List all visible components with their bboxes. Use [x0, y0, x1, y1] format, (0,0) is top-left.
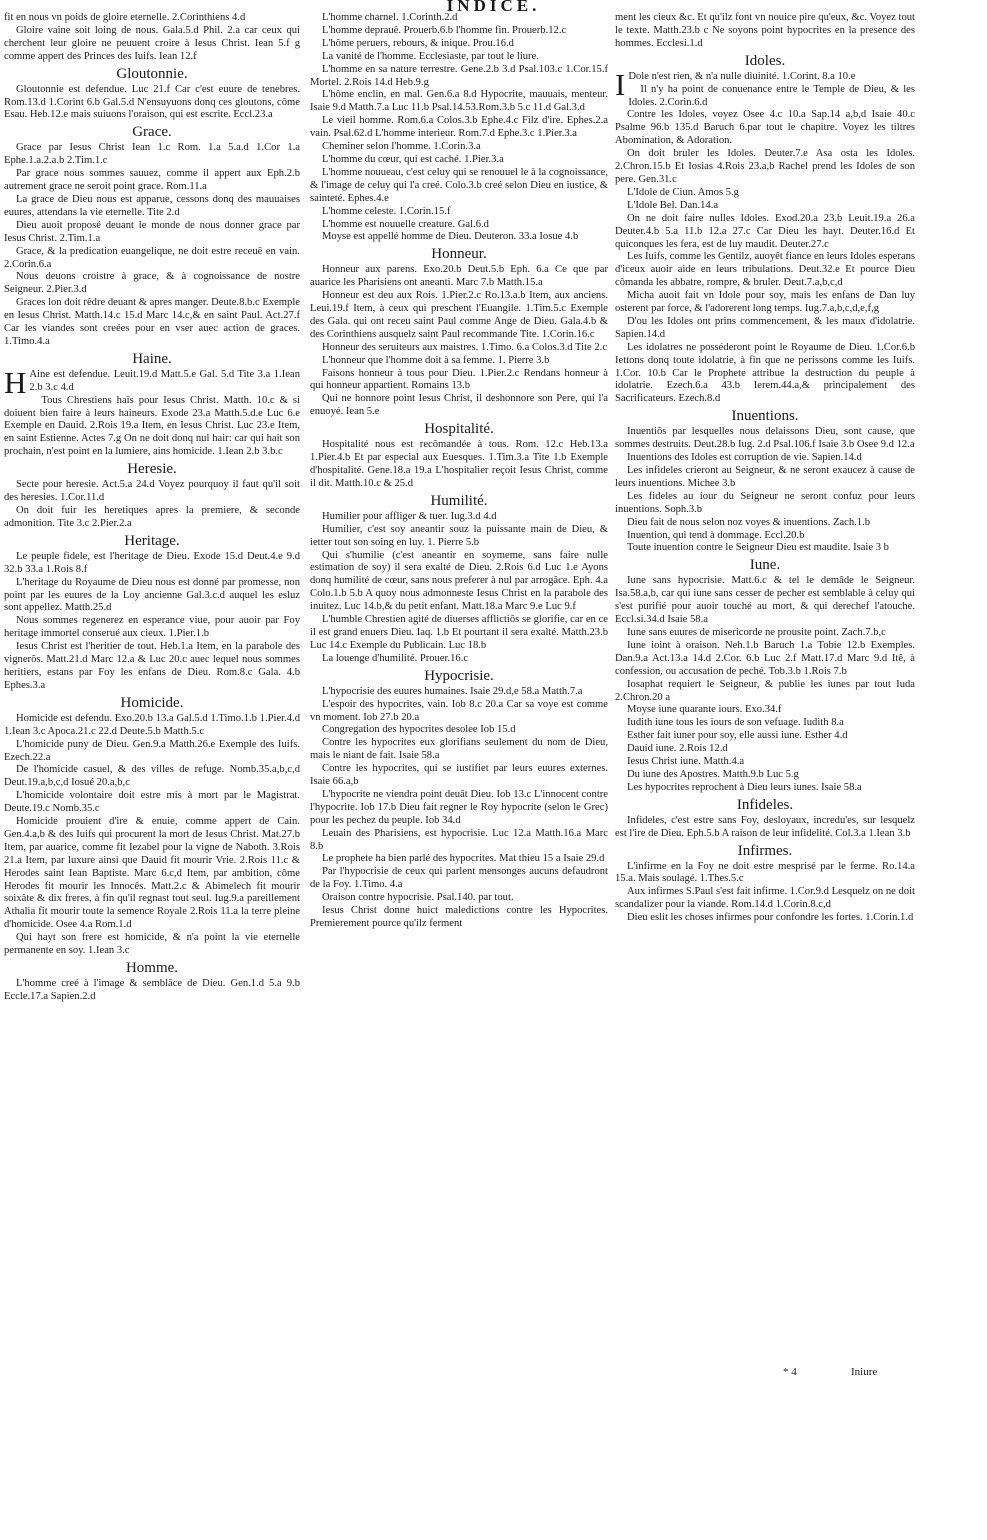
index-entry: Nous sommes regenerez en esperance viue, pour auoir par Foy heritage immortel conserué aux cieux. 1.Pier.1.b [4, 615, 300, 640]
index-entry: L'honneur que l'homme doit à sa femme. 1. Pierre 3.b [322, 354, 550, 366]
index-entry: L'hypocrite ne viendra point deuât Dieu. Iob 13.c L'innocent contre l'hypocrite. Iob 17.b Dieu fait regner le Roy hypocrite (selon le Grec) pour les pechez du peuple. Iob 34.d [310, 788, 608, 826]
index-entry: Humilier pour affliger & tuer. Iug.3.d 4.d [322, 510, 497, 522]
index-entry [4, 364, 300, 400]
index-entry: Secte pour heresie. Act.5.a 24.d Voyez pourquoy il faut qu'il soit des heresies. 1.Cor.11.d [4, 479, 300, 504]
index-entry: Le peuple fidele, est l'heritage de Dieu. Exode 15.d Deut.4.e 9.d 32.b 33.a 1.Rois 8.f [4, 550, 300, 575]
index-entry: L'homme creé à l'image & semblâce de Dieu. Gen.1.d 5.a 9.b Eccle.17.a Sapien.2.d [4, 978, 300, 1002]
index-entry: Oraison contre hypocrisie. Psal.140. par tout. [322, 892, 514, 904]
index-column-right [615, 12, 915, 925]
index-entry: La louenge d'humilité. Prouer.16.c [322, 652, 469, 664]
index-heading: Idoles. [744, 52, 786, 69]
index-entry: Le prophete ha bien parlé des hypocrites. Mat thieu 15 a Isaie 29.d [322, 853, 605, 865]
index-entry: Les hypocrites reprochent à Dieu leurs iunes. Isaie 58.a [627, 781, 862, 793]
index-entry: L'homme celeste. 1.Corin.15.f [322, 205, 451, 217]
index-entry: Tous Chrestiens haïs pour Iesus Christ. Matth. 10.c & si doiuent bien faire à leurs haineurs. Exode 23.a Matth.5.d.e Luc 6.e Exemple en Dauid. 2.Rois 19.a Item, en Iesus Christ. Luc 23.e Item, en saint Estienne. Actes 7.g On ne doit donq nul hair: car qui hait son prochain, n'est point en la lumiere, ains homicide. 1.Iean 2.b 3.b.c [4, 394, 300, 458]
index-entry: Homicide prouient d'ire & enuie, comme appert de Cain. Gen.4.a,b & des Iuifs qui procurent la mort de Iesus Christ. Mat.27.b Item, par auarice, comme fit Iezabel pour la vigne de Naboth. 3.Rois 21.a Item, par luxure ainsi que Dauid fit mourir Vrie. 2.Rois 11.c & Herodes saint Iean Baptiste. Marc 6.c,d Item, par ambition, côme Herodes fit mourir les Innocês. Matt.2.c & Abimelech fit mourir soixâte & dix freres, à fin qu'il regnast tout seul. Iug.9.a pareillement Athalia fit mourir toute la semence Royale 2.Rois 11.a la terre pleine d'homicide. Osee 4.a Rom.1.d [4, 816, 300, 931]
index-entry: Contre les hypocrites eux glorifians seulement du nom de Dieu, mais le niant de fait. Isaie 58.a [310, 737, 608, 762]
index-entry: L'homicide puny de Dieu. Gen.9.a Matth.26.e Exemple des Iuifs. Ezech.22.a [4, 738, 300, 763]
index-entry: L'homme charnel. 1.Corinth.2.d [322, 12, 458, 23]
index-entry: Les Iuifs, comme les Gentilz, auoyêt fiance en leurs Idoles esperans d'iceux auoir aide en leurs tribulations. Deut.32.e Et pource Dieu cômanda les abbatre, rompre, & bruler. Deut.7.a,b,c,d [615, 251, 915, 289]
index-entry: Qui s'humilie (c'est aneantir en soymeme, sans faire nulle estimation de soy) il sera exalté de Dieu. 2.Rois 6.d Luc 1.e Ayons donq humilité de cœur, sans nous preferer à nul par arrogâce. Eph. 4.a Colo.1.b 5.b A quoy nous admonneste Iesus Christ en la parabole des inuitez. Luc 14.b,& du petit enfant. Matt.18.a Marc 9.e Luc 9.f [310, 549, 608, 613]
index-entry: Les fideles au iour du Seigneur ne seront confuz pour leurs inuentions. Soph.3.b [615, 490, 915, 515]
index-entry: Par l'hypocrisie de ceux qui parlent mensonges aucuns defaudront de la Foy. 1.Timo. 4.a [310, 866, 608, 891]
index-entry: L'homme du cœur, qui est caché. 1.Pier.3.a [322, 153, 504, 165]
index-entry: On doit bruler les Idoles. Deuter.7.e Asa osta les Idoles. 2.Chron.15.b Et Iosias 4.Rois 23.a,b Rachel prend les Idoles de son pere. Gen.31.c [615, 148, 915, 185]
index-heading: Heritage. [124, 532, 180, 549]
index-entry: Le vieil homme. Rom.6.a Colos.3.b Ephe.4.c Filz d'ire. Ephes.2.a vain. Psal.62.d L'homme interieur. Rom.7.d Ephe.3.c 1.Pier.3.a [310, 115, 608, 140]
index-entry: Gloire vaine soit loing de nous. Gala.5.d Phil. 2.a car ceux qui cherchent leur gloire ne peuuent croire à Iesus Christ. Iean 5.f g comme appert des Princes des Iuifs. Iean 12.f [4, 24, 300, 62]
index-entry: Aux infirmes S.Paul s'est fait infirme. 1.Cor.9.d Lesquelz on ne doit scandalizer pour la viande. Rom.14.d 1.Corin.8.c,d [615, 886, 915, 911]
index-entry: Leuain des Pharisiens, est hypocrisie. Luc 12.a Matth.16.a Marc 8.b [310, 827, 608, 852]
index-entry: Iune sans hypocrisie. Matt.6.c & tel le demâde le Seigneur. Isa.58.a,b, car qui iune sans cesser de pecher est semblable à celuy qui s'est purifié pour auoir touché au mort, & qui derechef l'atouche. Eccl.si.34.d Isaie 58.a [615, 575, 915, 626]
index-entry: Du iune des Apostres. Matth.9.b Luc 5.g [627, 768, 799, 780]
index-entry: De l'homicide casuel, & des villes de refuge. Nomb.35.a,b,c,d Deut.19.a,b,c,d Iosué 20.a,b,c [4, 764, 300, 789]
index-entry: L'homme nouueau, c'est celuy qui se renouuel le à la cognoissance, & l'image de celuy qui l'a creé. Colo.3.b creé selon Dieu en iustice, & sainteté. Ephes.4.e [310, 166, 608, 204]
index-entry: Dieu fait de nous selon noz voyes & inuentions. Zach.1.b [627, 516, 871, 528]
index-entry: Iudith iune tous les iours de son vefuage. Iudith 8.a [627, 717, 844, 729]
index-entry: Iosaphat requiert le Seigneur, & publie les iunes par tout Iuda 2.Chron.20 a [615, 678, 915, 703]
index-entry: Dieu auoit proposé deuant le monde de nous donner grace par Iesus Christ. 2.Tim.1.a [4, 219, 300, 244]
index-entry: Iesus Christ est l'heritier de tout. Heb.1.a Item, en la parabole des vignerõs. Matt.21.d Marc 12.a & Luc 20.c auec lequel nous sommes heritiers, estans par Foy les enfans de Dieu. Rom.8.c Gala. 4.b Ephes.3.a [4, 641, 300, 691]
index-entry: Contre les hypocrites, qui se iustifiet par leurs euures externes. Isaie 66.a,b [310, 763, 608, 788]
index-entry-text: Aine est defendue. Leuit.19.d Matt.5.e Gal. 5.d Tite 3.a 1.Iean 2.b 3.c 4.d [29, 368, 300, 393]
index-entry: L'Idole de Ciun. Amos 5.g [627, 186, 739, 198]
index-heading: Hypocrisie. [424, 667, 494, 684]
index-entry: Iesus Christ iune. Matth.4.a [627, 756, 745, 768]
index-entry: Hospitalité nous est recômandée à tous. Rom. 12.c Heb.13.a 1.Pier.4.b Et par especial aux Euesques. 1.Tim.3.a Tite 1.b Exemple d'hospitalité. Gene.18.a 19.a L'hospitalier reçoit Iesus Christ, comme il dit. Matth.10.c & 25.d [310, 439, 608, 489]
index-entry: Faisons honneur à tous pour Dieu. 1.Pier.2.c Rendans honneur à qui honneur appartient. Romains 13.b [310, 367, 608, 392]
index-heading: Iune. [749, 557, 781, 574]
index-entry: Iune ioint à oraison. Neh.1.b Baruch 1.a Tobie 12.b Exemples. Dan.9.a Act.13.a 14.d 2.Cor. 6.b Luc 2.f Matt.17.d Marc 9.d Itê, à confession, ou accusation de peché. Tob.3.b 1.Rois 7.b [615, 639, 915, 677]
index-entry: L'hôme peruers, rebours, & inique. Prou.16.d [322, 37, 514, 49]
index-entry: Les infideles crieront au Seigneur, & ne seront exaucez à cause de leurs inuentions. Michee 3.b [615, 465, 915, 489]
index-entry: Dieu eslit les choses infirmes pour confondre les fortes. 1.Corin.1.d [627, 912, 914, 924]
index-entry: Il n'y ha point de conuenance entre le Temple de Dieu, & les Idoles. 2.Corin.6.d [628, 83, 915, 108]
index-entry: Qui ne honnore point Iesus Christ, il deshonnore son Pere, qui l'a enuoyé. Iean 5.e [310, 393, 608, 418]
index-entry: Inuentiõs par lesquelles nous delaissons Dieu, sont cause, que sommes destruits. Deut.28.b Iug. 2.d Psal.106.f Isaie 3.b Osee 9.d 12.a [615, 426, 915, 451]
index-entry: Qui hayt son frere est homicide, & n'a point la vie eternelle permanente en soy. 1.Iean 3.c [4, 932, 300, 957]
index-entry: Iesus Christ donne huict maledictions contre les Hypocrites. Premierement pource qu'ilz ferment [310, 905, 608, 929]
index-entry-text: Dole n'est rien, & n'a nulle diuinité. 1.Corint. 8.a 10.e [628, 70, 856, 82]
index-entry: La grace de Dieu nous est apparue, cessons donq des mauuaises euures, attendans la vie eternelle. Tite 2.d [4, 193, 300, 218]
index-heading: Homicide. [120, 694, 184, 711]
index-entry: Gloutonnie est defendue. Luc 21.f Car c'est euure de tenebres. Rom.13.d 1.Corint 6.b Gal.5.d N'ensuyuons donq ces gloutons, côme Esau. Heb.12.e mais suiuons l'oraison, qui est escrite. Eccl.23.a [4, 83, 300, 121]
index-entry: L'humble Chrestien agité de diuerses afflictiôs se glorifie, car en ce il est grand enuers Dieu. Iaq. 1.b Et pourtant il sera exalté. Matth.23.b Luc 14.c Exemple du Publicain. Luc 18.b [310, 614, 608, 651]
index-heading: Hospitalité. [424, 421, 494, 438]
index-heading: Heresie. [127, 461, 177, 478]
drop-initial: I [615, 66, 626, 102]
index-entry: L'homme deprauê. Prouerb.6.b l'homme fin. Prouerb.12.c [322, 24, 567, 36]
index-entry: ment les cieux &c. Et qu'ilz font vn nouice pire qu'eux, &c. Voyez tout le texte. Matth.23.b c Ne soyons point hypocrites en la presence des hommes. Ecclesi.1.d [615, 12, 915, 49]
index-entry: Moyse iune quarante iours. Exo.34.f [627, 704, 782, 716]
index-entry: Inuentions des Idoles est corruption de vie. Sapien.14.d [627, 452, 862, 464]
index-column-middle [310, 12, 608, 931]
index-entry: Honneur est deu aux Rois. 1.Pier.2.c Ro.13.a.b Item, aux anciens. Leui.19.f Item, à ceux qui preschent l'Euangile. 1.Tim.5.c Exemple des Gala. qui ont receu saint Paul comme Ange de Dieu. Gala.4.b & des Corinthiens ausquelz saint Paul recommande Tite. 1.Corin.16.c [310, 290, 608, 340]
index-entry: Grace par Iesus Christ Iean 1.c Rom. 1.a 5.a.d 1.Cor 1.a Ephe.1.a.2.a.b 2.Tim.1.c [4, 142, 300, 167]
index-entry: L'Idole Bel. Dan.14.a [627, 199, 719, 211]
index-entry: On ne doit faire nulles Idoles. Exod.20.a 23.b Leuit.19.a 26.a Deuter.4.b 5.a 11.b 12.a 27.c Car Dieu les hayt. Deuter.16.d Et quiconques les fera, est de luy maudit. Deuter.27.c [615, 212, 915, 250]
index-entry: L'infirme en la Foy ne doit estre mesprisé par le ferme. Ro.14.a 15.a. Mais soulagé. 1.Thes.5.c [615, 860, 915, 885]
index-entry: La vanité de l'homme. Ecclesiaste, par tout le liure. [322, 50, 539, 62]
index-heading: Grace. [132, 124, 172, 141]
index-heading: Honneur. [431, 246, 487, 263]
index-heading: Humilité. [430, 492, 488, 509]
index-heading: Gloutonnie. [116, 65, 188, 82]
index-heading: Inuentions. [731, 408, 799, 425]
index-entry: L'hôme enclin, en mal. Gen.6.a 8.d Hypocrite, mauuais, menteur. Isaie 9.d Matth.7.a Luc 11.b Psal.14.53.Rom.3.b 5.c 11.d Gal.3.d [310, 89, 608, 114]
index-entry: L'espoir des hypocrites, vain. Iob 8.c 20.a Car sa voye est comme vn moment. Iob 27.b 20.a [310, 698, 608, 723]
index-entry: L'hypocrisie des euures humaines. Isaie 29.d,e 58.a Matth.7.a [322, 685, 583, 697]
index-entry: D'ou les Idoles ont prins commencement, & les maux d'idolatrie. Sapien.14.d [615, 315, 915, 340]
index-entry: L'homicide volontaire doit estre mis à mort par le Magistrat. Deute.19.c Nomb.35.c [4, 790, 300, 815]
index-entry: Grace, & la predication euangelique, ne doit estre receuë en vain. 2.Corin.6.a [4, 245, 300, 270]
index-entry: Micha auoit fait vn Idole pour soy, mais les enfans de Dan luy osterent par force, & l'adorerent long temps. Iug.7.a,b,c,d,e,f,g [615, 290, 915, 315]
drop-initial: H [4, 364, 27, 400]
signature-mark: * 4 [783, 1366, 797, 1378]
running-head: INDICE. [446, 0, 541, 15]
index-entry: Esther fait iuner pour soy, elle aussi iune. Esther 4.d [627, 730, 848, 742]
page-footer [615, 1362, 915, 1380]
index-heading: Homme. [125, 960, 179, 976]
index-entry: Honneur aux parens. Exo.20.b Deut.5.b Eph. 6.a Ce que par auarice les Pharisiens ont aneanti. Marc 7.b Matth.15.a [310, 264, 608, 289]
index-heading: Infideles. [736, 796, 794, 813]
index-entry: Dauid iune. 2.Rois 12.d [627, 743, 728, 755]
index-column-left [4, 12, 300, 1004]
index-entry: Infideles, c'est estre sans Foy, desloyaux, incredu'es, sur lesquelz est l'ire de Dieu. Eph.5.b A raison de leur infidelité. Col.3.a 1.Iean 3.b [615, 814, 915, 839]
catchword: Iniure [851, 1366, 878, 1378]
index-entry: On doit fuir les heretiques apres la premiere, & seconde admonition. Tite 3.c 2.Pier.2.a [4, 505, 300, 529]
index-entry: Iune sans euures de misericorde ne prousite point. Zach.7.b,c [627, 626, 886, 638]
index-entry: L'homme est nouuelle creature. Gal.6.d [322, 218, 489, 230]
index-entry: L'heritage du Royaume de Dieu nous est donné par promesse, non point par les euures de la Loy ancienne Gal.3.c.d auquel les esluz sont appellez. Matth.25.d [4, 576, 300, 614]
index-entry: fit en nous vn poids de gloire eternelle. 2.Corinthiens 4.d [4, 12, 246, 23]
index-heading: Haine. [132, 350, 172, 367]
index-entry: Contre les Idoles, voyez Osee 4.c 10.a Sap.14 a,b,d Isaie 40.c Psalme 96.b 135.d Baruch 6.par tout le chapitre. Voyez les tiltres Abomination, & Adoration. [615, 109, 915, 147]
index-entry: Humilier, c'est soy aneantir souz la puissante main de Dieu, & ietter tout son soing en luy. 1. Pierre 5.b [310, 523, 608, 548]
index-entry: Congregation des hypocrites desolee Iob 15.d [322, 724, 516, 736]
index-entry: Nous deuons croistre à grace, & à cognoissance de nostre Seigneur. 2.Pier.3.d [4, 271, 300, 296]
index-entry: Inuention, qui tend à dommage. Eccl.20.b [627, 529, 805, 541]
index-entry: Graces lon doit rêdre deuant & apres manger. Deute.8.b.c Exemple en Iesus Christ. Matth.14.c 15.d Marc 14.c,& en saint Paul. Act.27.f Car les viandes sont creées pour en vser auec action de graces. 1.Timo.4.a [4, 297, 300, 347]
index-entry: Honneur des seruiteurs aux maistres. 1.Timo. 6.a Colos.3.d Tite 2.c [322, 341, 608, 353]
index-entry: Toute inuention contre le Seigneur Dieu est maudite. Isaie 3 b [627, 542, 889, 554]
index-entry: Moyse est appellé homme de Dieu. Deuteron. 33.a Iosue 4.b [322, 231, 579, 243]
index-entry: Par grace nous sommes sauuez, comme il appert aux Eph.2.b autrement grace ne seroit point grace. Rom.11.a [4, 168, 300, 193]
index-entry: Homicide est defendu. Exo.20.b 13.a Gal.5.d 1.Timo.1.b 1.Pier.4.d 1.Iean 3.c Apoca.21.c 22.d Deute.5.b Matth.5.c [4, 712, 300, 737]
index-entry: Les idolatres ne posséderont point le Royaume de Dieu. 1.Cor.6.b Iettons donq toute idolatrie, à fin que ne perissons comme les Iuifs. 1.Cor. 10.b Car le Prophete attribue la destruction du peuple à idolatrie. Ezech.6.a 43.b Ierem.44.a,& principalement des Sacrificateurs. Ezech.8.d [615, 341, 915, 405]
index-heading: Infirmes. [737, 842, 793, 859]
index-entry: Cheminer selon l'homme. 1.Corin.3.a [322, 141, 481, 153]
index-entry: L'homme en sa nature terrestre. Gene.2.b 3.d Psal.103.c 1.Cor.15.f Mortel. 2.Rois 14.d Heb.9.g [310, 63, 608, 88]
